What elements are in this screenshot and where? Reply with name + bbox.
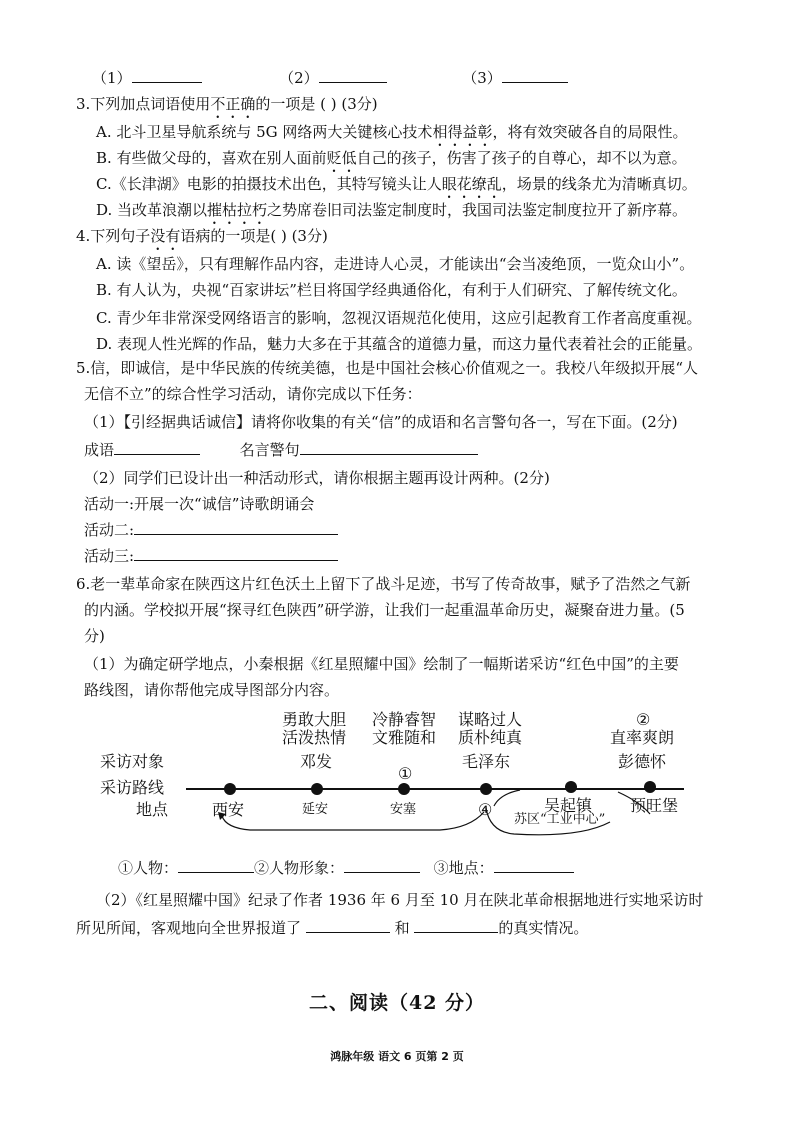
fill-person-label: ①人物： xyxy=(118,859,179,877)
place-blank-4: ④ xyxy=(478,800,493,819)
page-footer: 鸿脉年级 语文 6 页第 2 页 xyxy=(330,1050,464,1063)
q6-intro-line2: 的内涵。学校拟开展“探寻红色陕西”研学游，让我们一起重温革命历史，凝聚奋进力量。(5 xyxy=(84,601,685,619)
activity-1: 活动一:开展一次“诚信”诗歌朗诵会 xyxy=(84,495,315,513)
activity-2-label: 活动二: xyxy=(84,521,135,539)
trait-dengfa-1: 勇敢大胆 xyxy=(282,710,347,729)
map-row-label-route: 采访路线 xyxy=(100,778,165,797)
q3-d-dotted-word: 摧枯拉朽 xyxy=(207,201,268,219)
place-yuwangbao: 预旺堡 xyxy=(630,796,679,815)
q5-sub1: （1）【引经据典话诚信】请将你收集的有关“信”的成语和名言警句各一，写在下面。(2分) xyxy=(84,413,678,431)
q4-stem-text-2: 语病的一项是( ) (3分) xyxy=(180,227,328,245)
trait-blank1-2: 文雅随和 xyxy=(372,728,437,747)
section-title-reading: 二、阅读（42 分） xyxy=(308,992,486,1014)
q6-sub2-and: 和 xyxy=(394,919,410,937)
fill-person-blank[interactable] xyxy=(178,858,254,873)
q5-sub2: （2）同学们已设计出一种活动形式，请你根据主题再设计两种。(2分) xyxy=(84,469,550,487)
q4-option-c[interactable]: C. 青少年非常深受网络语言的影响，忽视汉语规范化使用，这应引起教育工作者高度重视。 xyxy=(96,309,702,327)
q3-d-text: D. 当改革浪潮以 xyxy=(96,201,208,219)
q3-c-text-2: ，场景的线条尤为清晰真切。 xyxy=(501,175,697,193)
route-node-yanan xyxy=(311,783,323,795)
q3-c-dotted-word: 眼花缭乱 xyxy=(441,175,502,193)
route-node-xian xyxy=(224,783,236,795)
q6-sub2-text: 所见所闻，客观地向全世界报道了 xyxy=(76,919,302,937)
fill-place-label: ③地点： xyxy=(433,859,494,877)
blank-label-1: （1） xyxy=(92,69,132,87)
blank-label-3: （3） xyxy=(462,69,502,87)
person-mao: 毛泽东 xyxy=(462,752,511,771)
region-note: 苏区“工业中心” xyxy=(514,812,606,827)
route-node-yuwangbao xyxy=(644,781,656,793)
q3-b-text-2: 自己的孩子，伤害了孩子的自尊心，却不以为意。 xyxy=(356,149,687,167)
place-xian: 西安 xyxy=(212,800,245,819)
route-node-4 xyxy=(480,783,492,795)
q4-option-d[interactable]: D. 表现人性光辉的作品，魅力大多在于其蕴含的道德力量，而这力量代表着社会的正能量。 xyxy=(96,335,703,353)
quote-label: 名言警句 xyxy=(239,441,300,459)
q6-intro-line1: 6.老一辈革命家在陕西这片红色沃土上留下了战斗足迹，书写了传奇故事，赋予了浩然之气新 xyxy=(76,575,691,593)
blank-label-2: （2） xyxy=(279,69,319,87)
place-wuqizhen: 吴起镇 xyxy=(544,796,593,815)
q6-sub2-line1: （2）《红星照耀中国》纪录了作者 1936 年 6 月至 10 月在陕北革命根据地进行实地采访时 xyxy=(96,891,704,909)
return-arrow-path xyxy=(222,812,484,830)
trait-peng-2: 直率爽朗 xyxy=(610,728,675,747)
region-arc-3 xyxy=(494,790,520,806)
q3-b-text: B. 有些做父母的，喜欢在别人面前 xyxy=(96,149,327,167)
trait-peng-1: ② xyxy=(636,710,651,729)
q3-stem-emphasis: 不正确 xyxy=(210,95,256,113)
place-yanan: 延安 xyxy=(302,802,329,817)
person-blank-1: ① xyxy=(398,764,413,783)
q6-sub2-tail: 的真实情况。 xyxy=(498,919,589,937)
map-fill-row xyxy=(118,858,574,878)
q4-option-b[interactable]: B. 有人认为，央视“百家讲坛”栏目将国学经典通俗化，有利于人们研究、了解传统文化。 xyxy=(96,281,687,299)
activity-3-label: 活动三: xyxy=(84,547,135,565)
q6-sub2-blank-2[interactable] xyxy=(414,918,498,933)
q3-stem-text: 3.下列加点词语使用 xyxy=(76,95,211,113)
idiom-label: 成语 xyxy=(84,441,115,459)
trait-blank1-1: 冷静睿智 xyxy=(372,710,437,729)
trait-mao-1: 谋略过人 xyxy=(458,710,523,729)
q6-sub2-line2 xyxy=(76,918,588,938)
fill-place-blank[interactable] xyxy=(494,858,574,873)
q3-d-text-2: 之势席卷旧司法鉴定制度时，我国司法鉴定制度拉开了新序幕。 xyxy=(267,201,688,219)
q5-intro-line2: 无信不立”的综合性学习活动，请你完成以下任务： xyxy=(84,385,422,403)
q6-sub1-line2: 路线图，请你帮他完成导图部分内容。 xyxy=(84,681,340,699)
place-ansai: 安塞 xyxy=(390,802,417,817)
route-node-ansai xyxy=(398,783,410,795)
q6-intro-line3: 分) xyxy=(84,627,105,645)
q4-stem-text: 4.下列句子 xyxy=(76,227,151,245)
person-peng: 彭德怀 xyxy=(618,752,667,771)
q3-c-text: C.《长津湖》电影的拍摄技术出色，其特写镜头让人 xyxy=(96,175,442,193)
fill-image-label: ②人物形象： xyxy=(254,859,345,877)
q3-a-text: A. 北斗卫星导航系统与 5G 网络两大关键核心技术 xyxy=(96,123,433,141)
q3-a-text-2: ，将有效突破各自的局限性。 xyxy=(492,123,688,141)
q5-intro-line1: 5.信，即诚信，是中华民族的传统美德，也是中国社会核心价值观之一。我校八年级拟开展“人 xyxy=(76,359,698,377)
route-node-wuqizhen xyxy=(565,781,577,793)
q4-option-a[interactable]: A. 读《望岳》，只有理解作品内容，走进诗人心灵，才能读出“会当凌绝顶，一览众山小”。 xyxy=(96,255,695,273)
fill-image-blank[interactable] xyxy=(344,858,420,873)
q6-sub2-blank-1[interactable] xyxy=(306,918,390,933)
q4-stem-emphasis: 没有 xyxy=(150,227,181,245)
q3-b-dotted-word: 贬低 xyxy=(326,149,357,167)
map-row-label-interviewee: 采访对象 xyxy=(100,752,165,771)
q3-stem-text-2: 的一项是 ( ) (3分) xyxy=(255,95,378,113)
trait-mao-2: 质朴纯真 xyxy=(458,728,523,747)
q3-a-dotted-word: 相得益彰 xyxy=(432,123,493,141)
q6-sub1-line1: （1）为确定研学地点，小秦根据《红星照耀中国》绘制了一幅斯诺采访“红色中国”的主要 xyxy=(84,655,679,673)
trait-dengfa-2: 活泼热情 xyxy=(282,728,347,747)
map-row-label-place: 地点 xyxy=(136,800,169,819)
person-dengfa: 邓发 xyxy=(300,752,333,771)
